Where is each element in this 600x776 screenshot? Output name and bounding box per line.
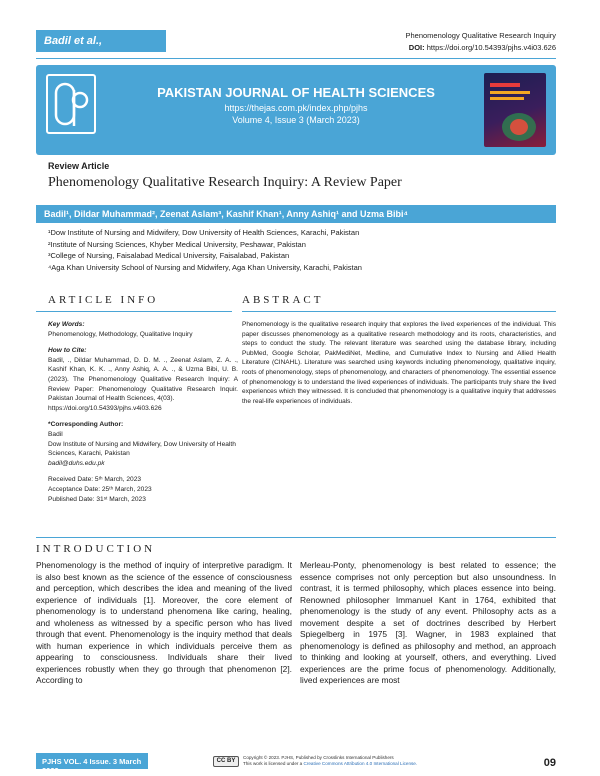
abstract-text: Phenomenology is the qualitative research inquiry that explores the lived experiences of the individual. This paper discusses phenomenology as a qualitative research methodology and its roots, characteristics, and steps to conduct the study. The relevant literature was searched using the database library, including PubMed, Google Scholar, PakMediNet, Medline, and Cumulative Index to Nursing and Allied Health Literature (CINAHL). Literature was searched using keywords including phenomenology, qualitative inquiry, roots of phenomenology, steps of phenomenology, and characters of phenomenology. The essential essence of phenomenology is to understand the lived experiences of individuals. The participants truly share the lived experiences which they witnessed. It is concluded that phenomenology is a qualitative inquiry that addresses the real-life experiences of individuals. — [242, 321, 556, 405]
keywords: Phenomenology, Methodology, Qualitative Inquiry — [48, 330, 193, 338]
doi-label: DOI: — [408, 43, 425, 52]
article-type: Review Article — [48, 161, 110, 171]
introduction-heading: INTRODUCTION — [36, 543, 156, 555]
journal-name: PAKISTAN JOURNAL OF HEALTH SCIENCES — [157, 85, 435, 100]
corresponding-label: *Corresponding Author: — [48, 421, 124, 429]
header-divider — [36, 58, 556, 59]
citation: Badil, ., Dildar Muhammad, D. D. M. ., Zeenat Aslam, Z. A. ., Kashif Khan, K. K. ., Anny Ashiq, A. A. ., & Uzma Bibi, U. B. (2023). The Phenomenology Qualitative Research Inquiry: A Review Paper: Phenomenology Qualitative Research Inquir. Pakistan Journal of Health Sciences, 4(03). — [48, 356, 238, 403]
abstract-rule — [242, 311, 556, 312]
intro-top-rule — [36, 537, 556, 538]
cite-label: How to Cite: — [48, 347, 87, 355]
running-title: Phenomenology Qualitative Research Inquiry — [405, 31, 556, 40]
keywords-label: Key Words: — [48, 321, 85, 328]
doi-line — [405, 42, 556, 54]
corresponding-name: Badil — [48, 430, 63, 438]
authors-bar: Badil¹, Dildar Muhammad², Zeenat Aslam³, Kashif Khan¹, Anny Ashiq¹ and Uzma Bibi⁴ — [36, 205, 556, 223]
copyright-note — [243, 755, 417, 767]
published-date: Published Date: 31ˢᵗ March, 2023 — [48, 495, 146, 503]
corresponding-address: Dow Institute of Nursing and Midwifery, Dow University of Health Sciences, Karachi, Pakistan — [48, 440, 236, 458]
journal-volume: Volume 4, Issue 3 (March 2023) — [232, 115, 360, 125]
affiliation-4: ⁴Aga Khan University School of Nursing and Midwifery, Aga Khan University, Karachi, Pakistan — [48, 262, 362, 272]
article-info-rule — [36, 311, 232, 312]
affiliation-1: ¹Dow Institute of Nursing and Midwifery, Dow University of Health Sciences, Karachi, Pakistan — [48, 228, 360, 237]
corresponding-email[interactable]: badil@duhs.edu.pk — [48, 459, 105, 467]
page-number: 09 — [543, 757, 556, 769]
journal-cover-thumbnail — [484, 73, 546, 147]
cc-license-badge[interactable]: CC BY — [213, 756, 239, 767]
introduction-column-2: Merleau-Ponty, phenomenology is best related to essence; the essence comprises not only perception but also unsoundness. In contrast, it is termed philosophy, which places essence into being. Renowned philosopher Immanuel Kant in 1764, exhibited that phenomenology is the study of any event. Philosophy acts as a movement despite a set of doctrines described by Herbert Spiegelberg in 1975 [3]. Wagner, in 1983 explained that phenomenology is defined as philosophy and method, an approach to thinking and looking at yourself, others, and everything. Lived experiences are the prime focus of phenomenology. Additionally, lived experiences are most — [300, 560, 556, 685]
copyright-line: Copyright © 2023. PJHS, Published by Crosslinks International Publishers — [243, 755, 394, 760]
running-header — [405, 30, 556, 54]
article-info-heading: ARTICLE INFO — [48, 294, 159, 306]
license-line — [243, 761, 417, 767]
affiliations — [48, 227, 362, 273]
doi-link[interactable]: https://doi.org/10.54393/pjhs.v4i03.626 — [426, 43, 556, 52]
acceptance-date: Acceptance Date: 25ᵗʰ March, 2023 — [48, 485, 152, 493]
article-info — [48, 320, 238, 504]
introduction-column-1: Phenomenology is the method of inquiry of interpretive paradigm. It is also best known as the science of the essence of consciousness and perception, which describes the idea and meaning of the lived experience of individuals [1]. Moreover, the core element of phenomenology is to understand phenomena like caring, healing, and wholeness as witnessed by a specific person who has lived through that event. Phenomenology is the inquiry method that deals with human experience in which individuals perceive them as appearing to consciousness. Individuals share their lived experiences robustly when they go through that phenomenon [2]. According to — [36, 560, 292, 685]
author-tag: Badil et al., — [36, 30, 166, 52]
license-link[interactable]: Creative Commons Attribution 4.0 International License. — [303, 761, 418, 766]
received-date: Received Date: 5ᵗʰ March, 2023 — [48, 476, 142, 484]
footer-issue: PJHS VOL. 4 Issue. 3 March 2023 — [36, 753, 148, 769]
journal-url[interactable]: https://thejas.com.pk/index.php/pjhs — [224, 103, 368, 113]
affiliation-2: ²Institute of Nursing Sciences, Khyber Medical University, Peshawar, Pakistan — [48, 239, 306, 249]
license-prefix: This work is licensed under a — [243, 761, 304, 766]
abstract-heading: ABSTRACT — [242, 294, 324, 306]
journal-banner — [36, 65, 556, 155]
affiliation-3: ³College of Nursing, Faisalabad Medical University, Faisalabad, Pakistan — [48, 251, 290, 260]
paper-title: Phenomenology Qualitative Research Inquiry: A Review Paper — [48, 175, 402, 190]
citation-doi[interactable]: https://doi.org/10.54393/pjhs.v4i03.626 — [48, 404, 162, 412]
